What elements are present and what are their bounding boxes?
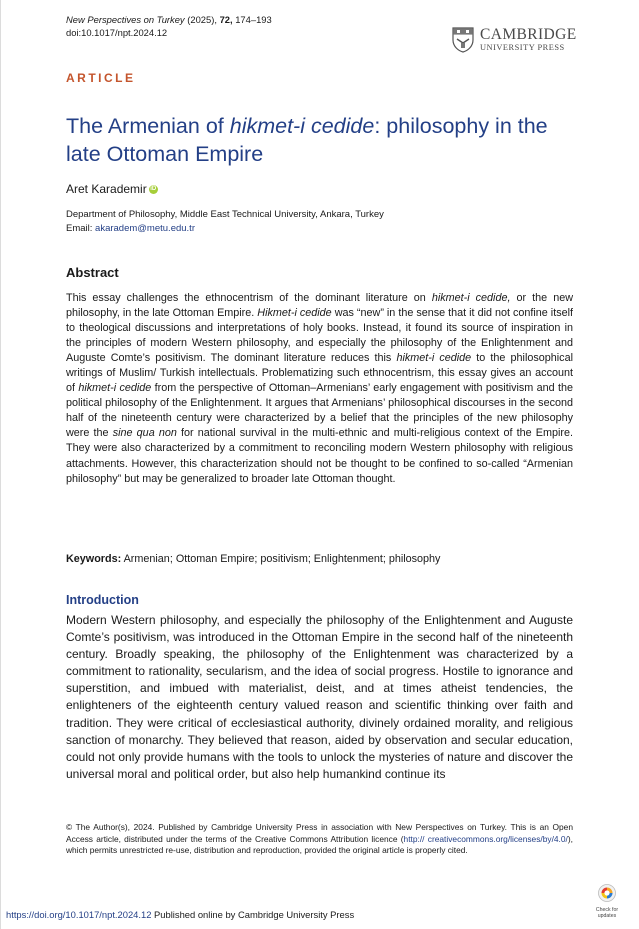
keywords-list: Armenian; Ottoman Empire; positivism; Enlightenment; philosophy [121, 553, 441, 565]
article-type-label: ARTICLE [66, 71, 136, 85]
article-title [66, 112, 586, 168]
abstract-italic: sine qua non [112, 427, 177, 440]
published-online-text: Published online by Cambridge University Press [151, 909, 355, 920]
journal-citation [66, 13, 272, 39]
title-part2: : philosophy in the late Ottoman Empire [66, 114, 548, 166]
doi-prefix: doi: [66, 27, 82, 38]
abstract-seg: for national survival in the multi-ethnic and multi-religious context of the Empire. They were also characterized by a commitment to reconciling modern Western philosophy with religious attachments. However, this characterization should not be thought to be confined to so-called “Armenian philosophy” but may be generalized to broader late Ottoman thought. [66, 427, 573, 485]
publisher-name-line1: CAMBRIDGE [480, 26, 577, 43]
footnote-seg: ), which permits unrestricted re-use, distribution and reproduction, provided the original article is properly cited. [66, 833, 573, 856]
footnote-seg: © The Author(s), 2024. Published by Cambridge University Press in association with New Perspectives on Turkey. This is an Open Access article, distributed under the terms of the Creative Commons Attribution licence ( [66, 822, 573, 844]
affiliation-department: Department of Philosophy, Middle East Technical University, Ankara, Turkey [66, 209, 384, 220]
abstract-seg: was “new” in the sense that it did not confine itself to theological discussions and interpretations of holy books. Instead, it found its source of inspiration in the principles of modern Western philosophy, and especially the philosophy of the Enlightenment and Auguste Comte’s positivism. The dominant literature reduces this [66, 307, 574, 365]
check-for-updates-button[interactable] [590, 884, 624, 919]
orcid-icon[interactable]: iD [150, 185, 157, 192]
license-footnote [66, 822, 573, 857]
introduction-heading: Introduction [66, 593, 139, 607]
publisher-name-line2: UNIVERSITY PRESS [480, 43, 565, 52]
journal-name: New Perspectives on Turkey [66, 14, 185, 25]
abstract-italic: hikmet-i cedide [396, 352, 472, 365]
journal-pages: 174–193 [235, 14, 272, 25]
affiliation-block [66, 208, 384, 236]
abstract-text [66, 291, 573, 487]
doi-link[interactable]: 10.1017/npt.2024.12 [81, 27, 168, 38]
abstract-seg: from the perspective of Ottoman–Armenians’ early engagement with positivism and the political philosophy of the Enlightenment. It argues that Armenians’ philosophical discourses in the second half of the nineteenth century were characterized by a belief that the principles of the new philosophy were the [66, 382, 573, 440]
title-italic: hikmet-i cedide [229, 114, 375, 138]
journal-volume: 72, [219, 14, 233, 25]
license-link[interactable]: http:// creativecommons.org/licenses/by/4.0/ [403, 833, 568, 844]
abstract-italic: hikmet-i cedide, [431, 292, 511, 304]
author-name[interactable]: Aret Karademir [66, 182, 147, 196]
abstract-italic: hikmet-i cedide [78, 382, 152, 395]
introduction-text: Modern Western philosophy, and especially the philosophy of the Enlightenment and Auguste Comte’s positivism, was introduced in the Ottoman Empire in the second half of the nineteenth century. Broadly speaking, the philosophy of the Enlightenment was characterized by a commitment to rationality, secularism, and the idea of social progress. Hostile to ignorance and superstition, and imbued with materialist, deist, and at times atheist tendencies, the enlighteners of the eighteenth century valued reason and scientific thinking over faith and tradition. They were critical of ecclesiastical authority, divinely ordained morality, and religious sanction of monarchy. They believed that reason, aided by observation and secular education, could not only provide humans with the tools to unlock the mysteries of nature and discover the universal moral and political order, but also help humankind continue its [66, 613, 573, 781]
check-updates-icon [598, 884, 616, 902]
check-updates-line1: Check for [595, 907, 619, 913]
cambridge-shield-icon [452, 27, 474, 53]
journal-year: (2025), [187, 14, 217, 25]
keywords-line [66, 552, 573, 567]
check-updates-line2: updates [597, 913, 617, 919]
title-part1: The Armenian of [66, 114, 230, 138]
abstract-seg: to the philosophical writings of Muslim/ Turkish intellectuals. Problematizing such ethnocentrism, this essay gives an account of [66, 352, 573, 395]
keywords-label: Keywords: [66, 553, 122, 565]
abstract-italic: Hikmet-i cedide [257, 307, 332, 320]
abstract-seg: or the new philosophy, in the late Ottoman Empire. [66, 292, 573, 320]
author-line [66, 182, 158, 196]
bottom-doi-link[interactable]: https://doi.org/10.1017/npt.2024.12 [6, 909, 152, 920]
email-label: Email: [66, 223, 96, 234]
abstract-seg: This essay challenges the ethnocentrism of the dominant literature on [66, 292, 432, 304]
email-link[interactable]: akaradem@metu.edu.tr [95, 223, 195, 234]
publisher-logo [452, 25, 577, 55]
bottom-doi-line [6, 909, 354, 920]
abstract-heading: Abstract [66, 265, 119, 280]
